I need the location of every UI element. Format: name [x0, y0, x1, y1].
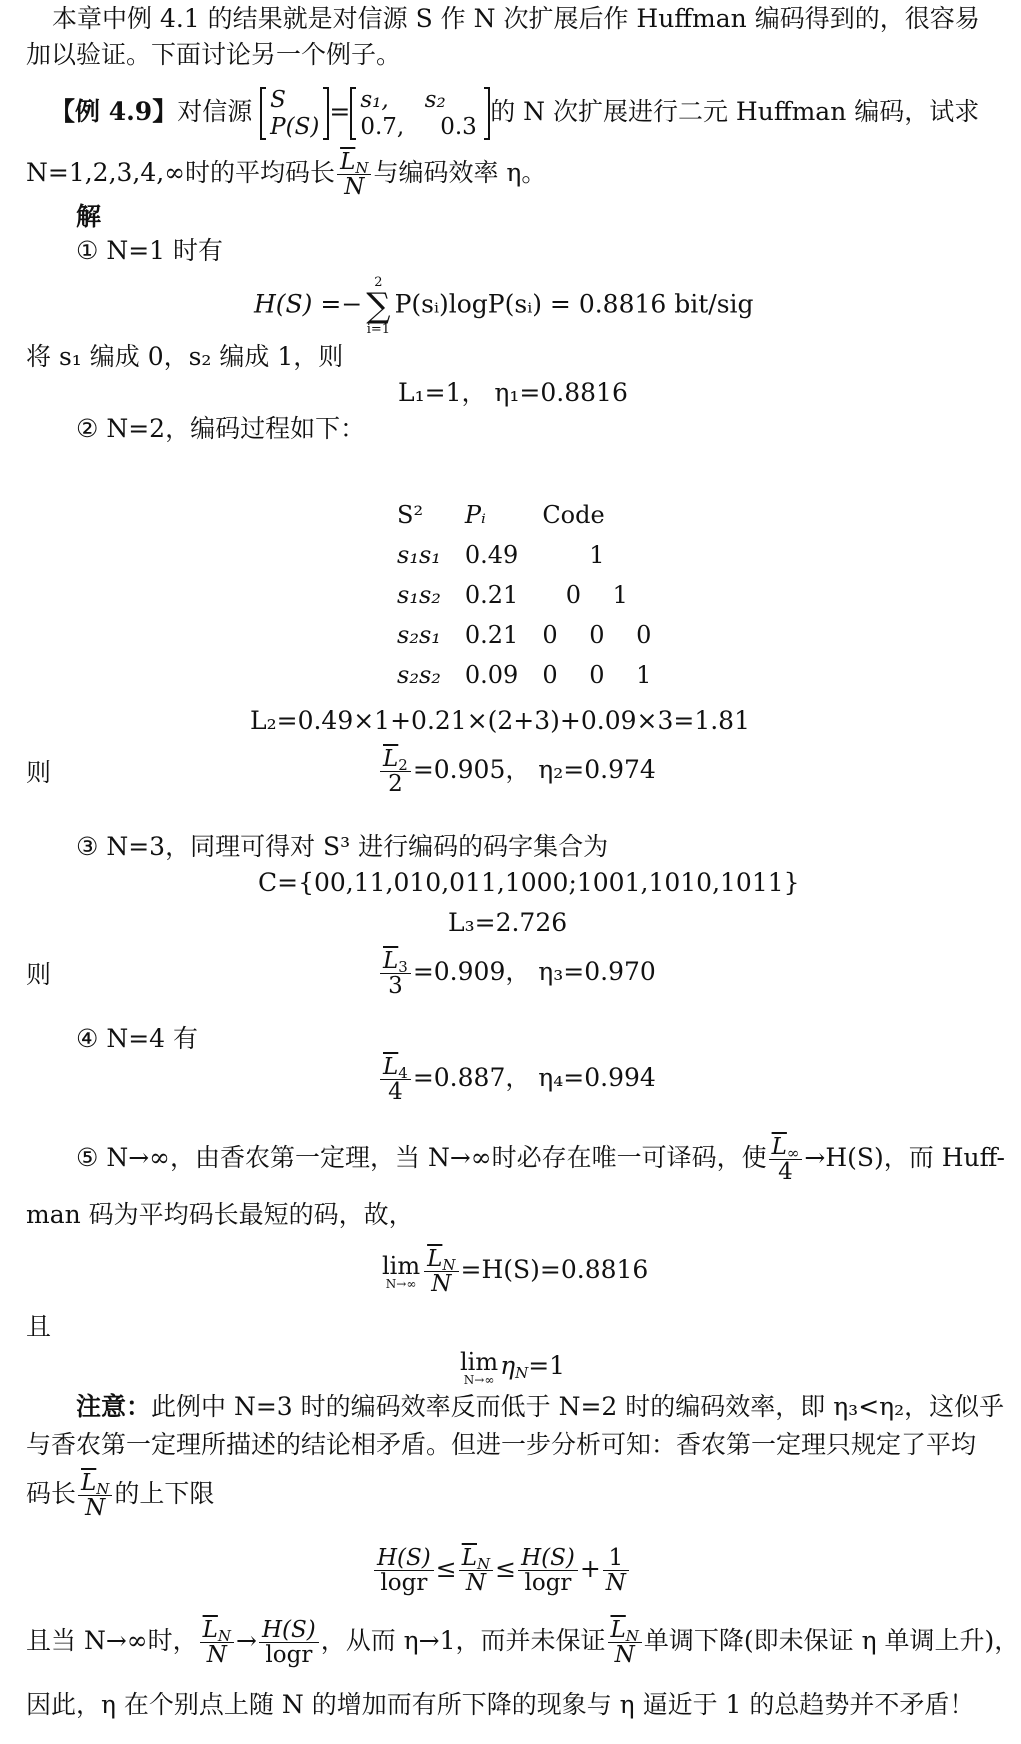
- ze-label-2: 则: [26, 960, 52, 989]
- intro-line-1: 本章中例 4.1 的结果就是对信源 S 作 N 次扩展后作 Huffman 编码得到的，很容易: [52, 4, 980, 33]
- codeword-set: C={00,11,010,011,1000;1001,1010,1011}: [258, 868, 800, 897]
- entropy-equation: H(S) =− 2 ∑ i=1 P(sᵢ)logP(sᵢ) = 0.8816 bit/sig: [254, 275, 754, 337]
- l3-value: L₃=2.726: [448, 908, 568, 937]
- huffman-table: [385, 495, 675, 695]
- intro-line-2: 加以验证。下面讨论另一个例子。: [26, 40, 402, 69]
- l2-calculation: L₂=0.49×1+0.21×(2+3)+0.09×3=1.81: [250, 706, 750, 735]
- code-assign: 将 s₁ 编成 0，s₂ 编成 1，则: [26, 342, 344, 371]
- bound-inequality: $\frac{H(S)}{\log r}$ ≤ $\frac{\overline{L}_N}{N}$ ≤ $\frac{H(S)}{\log r}$ + $\frac{1}{N}$: [372, 1538, 1021, 1600]
- step-1: ① N=1 时有: [76, 236, 224, 265]
- step-5-cont: man 码为平均码长最短的码，故，: [26, 1200, 414, 1229]
- note-line-2: 与香农第一定理所描述的结论相矛盾。但进一步分析可知：香农第一定理只规定了平均: [26, 1430, 977, 1459]
- example-line-1: 【例 4.9】对信源 S P(S) = s₁, s₂ 0.7, 0.3 的 N 次扩展进行二元 Huffman 编码，试求: [50, 87, 980, 140]
- source-matrix-right: s₁, s₂ 0.7, 0.3: [350, 87, 490, 140]
- limit-eq-1: lim N→∞ $\frac{\overline{L}_N}{N}$ =H(S)=0.8816: [382, 1245, 649, 1297]
- limit-eq-2: lim N→∞ $\eta_N=1$: [460, 1347, 566, 1387]
- solution-title: 解: [76, 202, 102, 231]
- example-post: 的 N 次扩展进行二元 Huffman 编码，试求: [490, 97, 980, 126]
- source-matrix-left: S P(S): [260, 87, 329, 140]
- avg-length-fraction: $\frac{\overline{L}_N}{N}$: [337, 150, 371, 199]
- step-4: ④ N=4 有: [76, 1024, 199, 1053]
- note-line-3: 码长 $\frac{\overline{L}_N}{N}$ 的上下限: [26, 1469, 215, 1521]
- step-5: ⑤ N→∞，由香农第一定理，当 N→∞时必存在唯一可译码，使 $\frac{\overline{L}_\infty}{4}$ →H(S)，而 Huff-: [76, 1133, 1005, 1185]
- ze-label-1: 则: [26, 758, 52, 787]
- table-row: s₁s₂ 0.21 0 1: [397, 581, 640, 609]
- note-line-1: 注意：此例中 N=3 时的编码效率反而低于 N=2 时的编码效率，即 η₃<η₂，这似乎: [76, 1392, 1005, 1421]
- table-row: s₂s₂ 0.09 0 0 1: [397, 661, 664, 689]
- table-row: s₁s₁ 0.49 1: [397, 541, 617, 569]
- note-line-5: 因此，η 在个别点上随 N 的增加而有所下降的现象与 η 逼近于 1 的总趋势并不矛盾！: [26, 1690, 975, 1719]
- ratio-n4: $\frac{\overline{L}_4}{4}$ =0.887， η₄=0.994: [378, 1050, 1021, 1106]
- ratio-n2: $\frac{\overline{L}_2}{2}$ =0.905， η₂=0.974: [378, 742, 1021, 798]
- qie-label-1: 且: [26, 1312, 52, 1341]
- example-pre: 对信源: [177, 97, 253, 126]
- table-row: s₂s₁ 0.21 0 0 0: [397, 621, 664, 649]
- example-label: 【例 4.9】: [50, 97, 178, 126]
- sum-symbol: 2 ∑ i=1: [366, 275, 391, 337]
- result-n1: L₁=1， η₁=0.8816: [398, 378, 628, 407]
- example-line-2: N=1,2,3,4,∞时的平均码长 $\frac{\overline{L}_N}{N}$ 与编码效率 η。: [26, 148, 547, 200]
- step-3: ③ N=3，同理可得对 S³ 进行编码的码字集合为: [76, 832, 609, 861]
- ratio-n3: $\frac{\overline{L}_3}{3}$ =0.909， η₃=0.970: [378, 944, 1021, 1000]
- note-line-4: 且当 N→∞时， $\frac{\overline{L}_N}{N}$ → $\frac{H(S)}{\log r}$ ，从而 η→1，而并未保证 $\frac{\overline{L}_N}{N}$ 单调下降(即未保证 η 单调上升)，: [26, 1616, 1020, 1668]
- table-header: S² Pᵢ Code: [397, 501, 605, 529]
- step-2: ② N=2，编码过程如下：: [76, 414, 366, 443]
